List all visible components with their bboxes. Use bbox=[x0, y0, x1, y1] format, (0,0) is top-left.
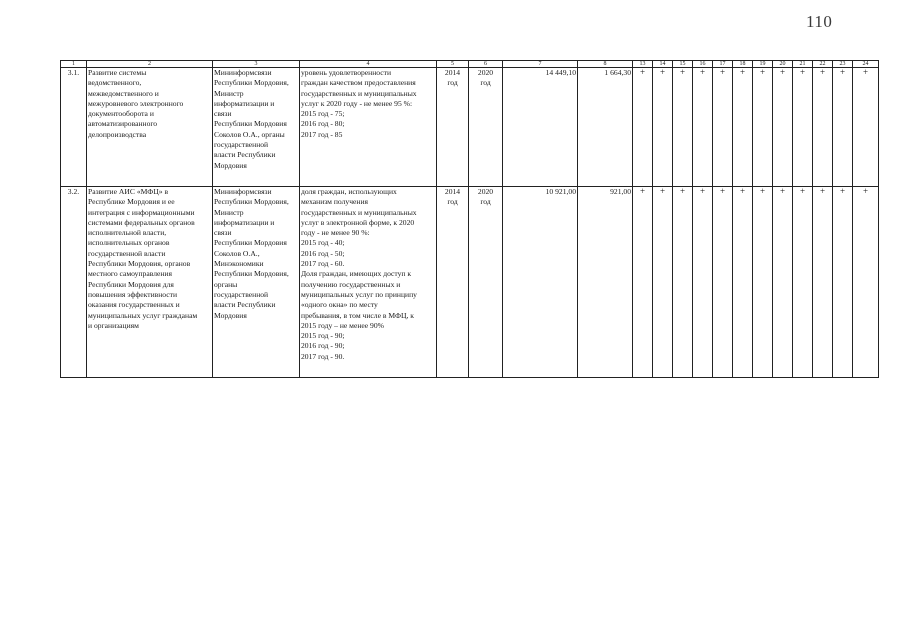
plus-mark: + bbox=[693, 68, 713, 187]
executor-line: государственной bbox=[214, 289, 269, 299]
plus-mark: + bbox=[793, 68, 813, 187]
activity-name-line: ведомственного, bbox=[88, 78, 142, 88]
indicator-line: 2015 год - 75; bbox=[301, 109, 345, 119]
executor-line: Мининформсвязи bbox=[214, 187, 272, 196]
column-header-16: 20 bbox=[773, 61, 793, 68]
indicator-line: уровень удовлетворенности bbox=[301, 68, 392, 77]
column-header-12: 16 bbox=[693, 61, 713, 68]
plus-mark: + bbox=[833, 187, 853, 378]
activity-name-line: местного самоуправления bbox=[88, 269, 172, 279]
indicator-line: 2015 год - 90; bbox=[301, 331, 345, 341]
executor-line: связи bbox=[214, 228, 232, 238]
funding-total: 14 449,10 bbox=[503, 68, 578, 187]
executor-line: информатизации и bbox=[214, 98, 275, 108]
indicator-line: 2017 год - 60. bbox=[301, 259, 345, 269]
indicator bbox=[300, 187, 437, 378]
start-year-line: 2014 bbox=[444, 187, 461, 196]
activity-name-line: системами федеральных органов bbox=[88, 217, 195, 227]
executor-line: Республики Мордовия bbox=[214, 238, 287, 248]
column-header-9: 13 bbox=[633, 61, 653, 68]
plus-mark: + bbox=[773, 187, 793, 378]
plus-mark: + bbox=[753, 68, 773, 187]
plus-mark: + bbox=[713, 187, 733, 378]
plus-mark: + bbox=[633, 68, 653, 187]
end-year-line: 2020 bbox=[477, 68, 494, 77]
activity-name-line: повышения эффективности bbox=[88, 289, 178, 299]
column-header-20: 24 bbox=[853, 61, 879, 68]
indicator bbox=[300, 68, 437, 187]
plus-mark: + bbox=[813, 187, 833, 378]
column-header-10: 14 bbox=[653, 61, 673, 68]
plus-mark: + bbox=[773, 68, 793, 187]
column-header-17: 21 bbox=[793, 61, 813, 68]
start-year-line: год bbox=[447, 78, 458, 88]
plus-mark: + bbox=[853, 68, 879, 187]
activity-name-line: оказания государственных и bbox=[88, 300, 180, 310]
executor-line: Мордовия bbox=[214, 310, 247, 320]
executor-line: Министр bbox=[214, 88, 244, 98]
start-year-line: год bbox=[447, 197, 458, 207]
indicator-line: 2016 год - 50; bbox=[301, 248, 345, 258]
column-header-15: 19 bbox=[753, 61, 773, 68]
plus-mark: + bbox=[673, 68, 693, 187]
plus-mark: + bbox=[673, 187, 693, 378]
plus-mark: + bbox=[653, 187, 673, 378]
end-year-line: 2020 bbox=[477, 187, 494, 196]
executor-line: Минэкономики bbox=[214, 259, 264, 269]
end-year-line: год bbox=[480, 197, 491, 207]
plus-mark: + bbox=[713, 68, 733, 187]
start-year-line: 2014 bbox=[444, 68, 461, 77]
plus-mark: + bbox=[833, 68, 853, 187]
activity-name bbox=[87, 187, 213, 378]
activity-name-line: муниципальных услуг гражданам bbox=[88, 310, 198, 320]
executor bbox=[213, 187, 300, 378]
executor-line: Соколов О.А., органы bbox=[214, 129, 285, 139]
column-header-2: 2 bbox=[87, 61, 213, 68]
indicator-line: государственных и муниципальных bbox=[301, 88, 417, 98]
column-header-19: 23 bbox=[833, 61, 853, 68]
end-year bbox=[469, 68, 503, 187]
page-number: 110 bbox=[806, 12, 833, 31]
executor-line: Республики Мордовия, bbox=[214, 269, 289, 279]
row-number: 3.2. bbox=[61, 187, 87, 378]
plus-mark: + bbox=[653, 68, 673, 187]
activity-name-line: исполнительных органов bbox=[88, 238, 170, 248]
activity-name-line: Республике Мордовия и ее bbox=[88, 197, 175, 207]
indicator-line: муниципальных услуг по принципу bbox=[301, 289, 417, 299]
table-row bbox=[61, 68, 879, 187]
activity-name-line: документооборота и bbox=[88, 109, 154, 119]
indicator-line: услуг к 2020 году - не менее 95 %: bbox=[301, 98, 413, 108]
executor-line: Республики Мордовия bbox=[214, 119, 287, 129]
executor-line: государственной bbox=[214, 140, 269, 150]
activity-name-line: Развитие АИС «МФЦ» в bbox=[88, 187, 169, 196]
plus-mark: + bbox=[733, 187, 753, 378]
executor-line: Мордовия bbox=[214, 160, 247, 170]
executor-line: Мининформсвязи bbox=[214, 68, 272, 77]
executor-line: власти Республики bbox=[214, 150, 276, 160]
program-table bbox=[60, 60, 879, 378]
executor bbox=[213, 68, 300, 187]
indicator-line: 2017 год - 85 bbox=[301, 129, 343, 139]
plus-mark: + bbox=[633, 187, 653, 378]
plus-mark: + bbox=[733, 68, 753, 187]
column-header-14: 18 bbox=[733, 61, 753, 68]
table-row bbox=[61, 187, 879, 378]
executor-line: Республики Мордовия, bbox=[214, 197, 289, 207]
activity-name bbox=[87, 68, 213, 187]
column-header-4: 4 bbox=[300, 61, 437, 68]
activity-name-line: автоматизированного bbox=[88, 119, 158, 129]
indicator-line: механизм получения bbox=[301, 197, 369, 207]
column-header-13: 17 bbox=[713, 61, 733, 68]
indicator-line: Доля граждан, имеющих доступ к bbox=[301, 269, 412, 279]
activity-name-line: межуровневого электронного bbox=[88, 98, 184, 108]
indicator-line: услуг в электронной форме, к 2020 bbox=[301, 217, 415, 227]
activity-name-line: межведомственного и bbox=[88, 88, 159, 98]
indicator-line: году - не менее 90 %: bbox=[301, 228, 370, 238]
indicator-line: 2015 год - 40; bbox=[301, 238, 345, 248]
plus-mark: + bbox=[753, 187, 773, 378]
plus-mark: + bbox=[793, 187, 813, 378]
indicator-line: 2015 году – не менее 90% bbox=[301, 320, 384, 330]
indicator-line: «одного окна» по месту bbox=[301, 300, 378, 310]
activity-name-line: исполнительной власти, bbox=[88, 228, 167, 238]
executor-line: связи bbox=[214, 109, 232, 119]
funding-total: 10 921,00 bbox=[503, 187, 578, 378]
indicator-line: граждан качеством предоставления bbox=[301, 78, 416, 88]
executor-line: Министр bbox=[214, 207, 244, 217]
plus-mark: + bbox=[693, 187, 713, 378]
activity-name-line: Республики Мордовия, органов bbox=[88, 259, 191, 269]
executor-line: информатизации и bbox=[214, 217, 275, 227]
column-header-8: 8 bbox=[578, 61, 633, 68]
indicator-line: 2017 год - 90. bbox=[301, 351, 345, 361]
activity-name-line: интеграция с информационными bbox=[88, 207, 195, 217]
activity-name-line: Республики Мордовия для bbox=[88, 279, 174, 289]
end-year-line: год bbox=[480, 78, 491, 88]
column-header-18: 22 bbox=[813, 61, 833, 68]
indicator-line: 2016 год - 80; bbox=[301, 119, 345, 129]
indicator-line: получению государственных и bbox=[301, 279, 401, 289]
column-header-1: 1 bbox=[61, 61, 87, 68]
activity-name-line: государственной власти bbox=[88, 248, 166, 258]
row-number: 3.1. bbox=[61, 68, 87, 187]
header-row bbox=[61, 61, 879, 68]
executor-line: Соколов О.А., bbox=[214, 248, 260, 258]
plus-mark: + bbox=[853, 187, 879, 378]
plus-mark: + bbox=[813, 68, 833, 187]
executor-line: власти Республики bbox=[214, 300, 276, 310]
column-header-11: 15 bbox=[673, 61, 693, 68]
indicator-line: 2016 год - 90; bbox=[301, 341, 345, 351]
column-header-5: 5 bbox=[437, 61, 469, 68]
funding-amount: 921,00 bbox=[578, 187, 633, 378]
column-header-6: 6 bbox=[469, 61, 503, 68]
activity-name-line: делопроизводства bbox=[88, 129, 147, 139]
funding-amount: 1 664,30 bbox=[578, 68, 633, 187]
column-header-3: 3 bbox=[213, 61, 300, 68]
column-header-7: 7 bbox=[503, 61, 578, 68]
activity-name-line: Развитие системы bbox=[88, 68, 147, 77]
indicator-line: государственных и муниципальных bbox=[301, 207, 417, 217]
executor-line: Республики Мордовия, bbox=[214, 78, 289, 88]
indicator-line: доля граждан, использующих bbox=[301, 187, 397, 196]
activity-name-line: и организациям bbox=[88, 320, 139, 330]
start-year bbox=[437, 68, 469, 187]
end-year bbox=[469, 187, 503, 378]
executor-line: органы bbox=[214, 279, 238, 289]
start-year bbox=[437, 187, 469, 378]
indicator-line: пребывания, в том числе в МФЦ, к bbox=[301, 310, 414, 320]
